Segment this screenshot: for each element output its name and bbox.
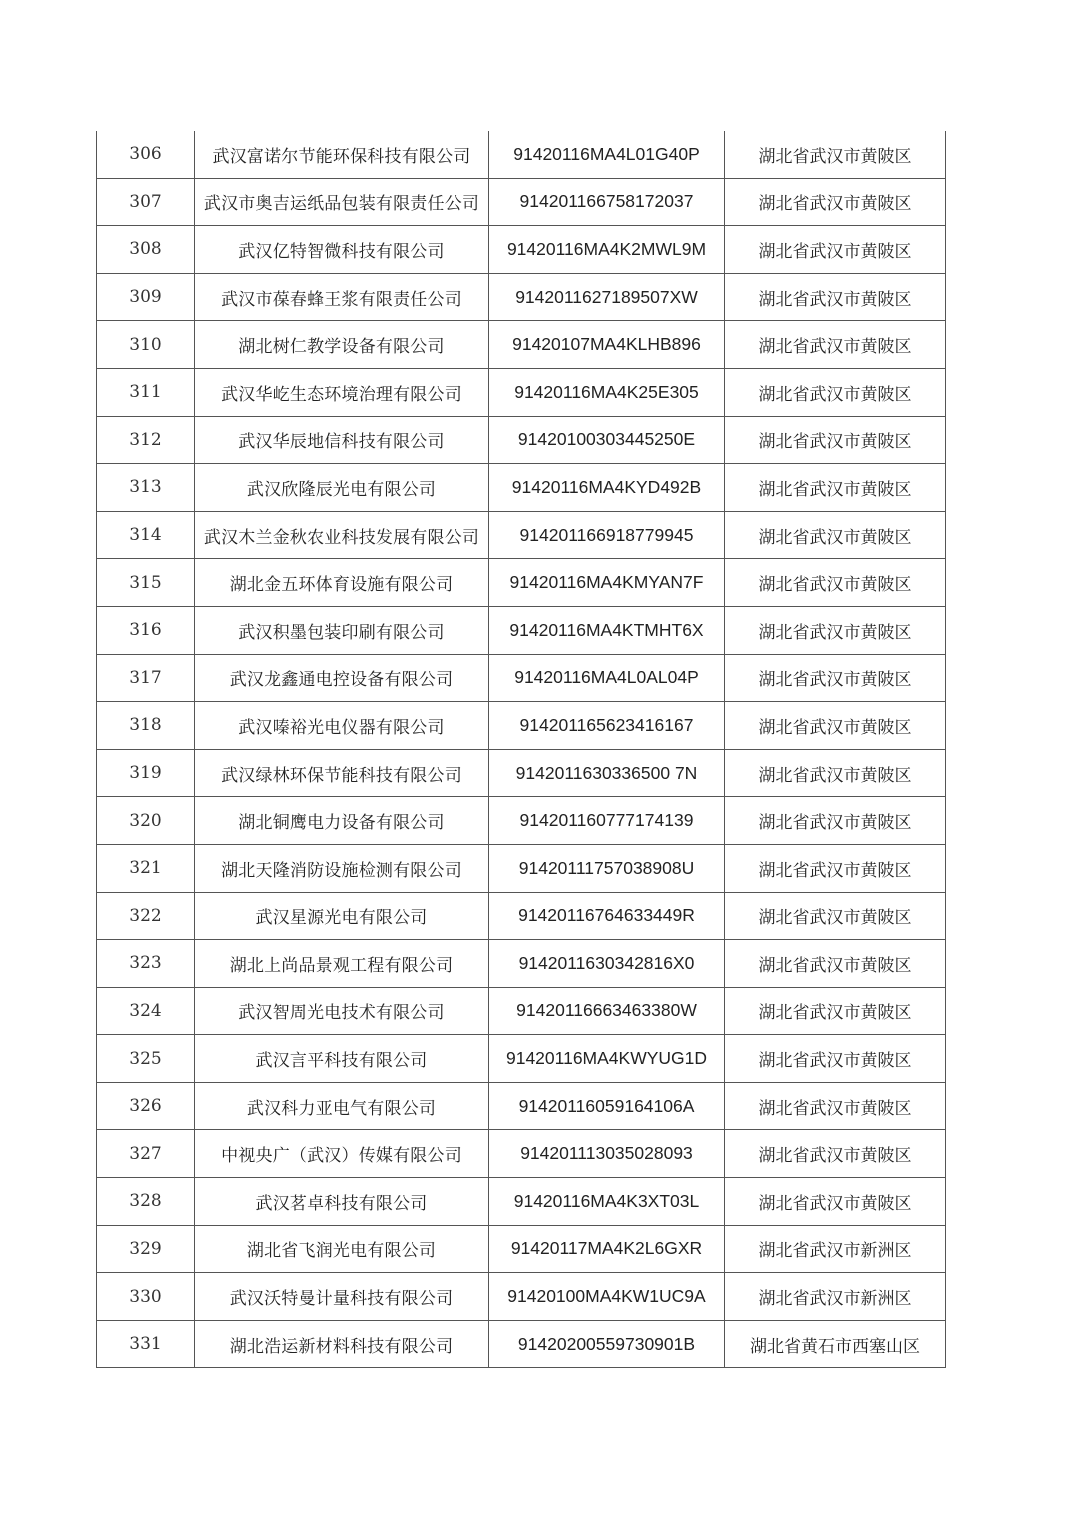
region-cell: 湖北省武汉市黄陂区	[725, 987, 946, 1035]
table-row	[97, 844, 946, 892]
table-row	[97, 416, 946, 464]
credit-code-cell: 91420116MA4KMYAN7F	[489, 559, 725, 607]
company-name-cell: 武汉市奥吉运纸品包装有限责任公司	[195, 178, 489, 226]
company-name-cell: 湖北铜鹰电力设备有限公司	[195, 797, 489, 845]
table-row	[97, 654, 946, 702]
row-number-cell: 321	[97, 844, 195, 892]
table-row	[97, 1273, 946, 1321]
region-cell: 湖北省武汉市黄陂区	[725, 892, 946, 940]
row-number-cell: 318	[97, 702, 195, 750]
credit-code-cell: 9142011630342816X0	[489, 940, 725, 988]
company-name-cell: 武汉嗪裕光电仪器有限公司	[195, 702, 489, 750]
company-name-cell: 湖北金五环体育设施有限公司	[195, 559, 489, 607]
company-name-cell: 湖北树仁教学设备有限公司	[195, 321, 489, 369]
region-cell: 湖北省武汉市黄陂区	[725, 226, 946, 274]
row-number-cell: 322	[97, 892, 195, 940]
table-row	[97, 511, 946, 559]
company-name-cell: 武汉智周光电技术有限公司	[195, 987, 489, 1035]
region-cell: 湖北省武汉市黄陂区	[725, 416, 946, 464]
credit-code-cell: 91420116059164106A	[489, 1082, 725, 1130]
company-name-cell: 武汉茗卓科技有限公司	[195, 1178, 489, 1226]
row-number-cell: 313	[97, 464, 195, 512]
company-name-cell: 湖北省飞润光电有限公司	[195, 1225, 489, 1273]
company-name-cell: 武汉绿林环保节能科技有限公司	[195, 749, 489, 797]
credit-code-cell: 914201166918779945	[489, 511, 725, 559]
credit-code-cell: 91420116764633449R	[489, 892, 725, 940]
region-cell: 湖北省武汉市黄陂区	[725, 511, 946, 559]
row-number-cell: 314	[97, 511, 195, 559]
row-number-cell: 323	[97, 940, 195, 988]
table-row	[97, 1035, 946, 1083]
credit-code-cell: 91420117MA4K2L6GXR	[489, 1225, 725, 1273]
company-name-cell: 湖北上尚品景观工程有限公司	[195, 940, 489, 988]
credit-code-cell: 91420116MA4K2MWL9M	[489, 226, 725, 274]
table-row	[97, 987, 946, 1035]
credit-code-cell: 914201166758172037	[489, 178, 725, 226]
credit-code-cell: 9142011627189507XW	[489, 273, 725, 321]
credit-code-cell: 91420116MA4K3XT03L	[489, 1178, 725, 1226]
company-name-cell: 湖北浩运新材料科技有限公司	[195, 1320, 489, 1368]
credit-code-cell: 914201160777174139	[489, 797, 725, 845]
company-name-cell: 武汉亿特智微科技有限公司	[195, 226, 489, 274]
region-cell: 湖北省武汉市黄陂区	[725, 178, 946, 226]
region-cell: 湖北省武汉市黄陂区	[725, 1130, 946, 1178]
region-cell: 湖北省武汉市新洲区	[725, 1225, 946, 1273]
region-cell: 湖北省武汉市黄陂区	[725, 131, 946, 178]
company-name-cell: 武汉积墨包装印刷有限公司	[195, 606, 489, 654]
region-cell: 湖北省武汉市黄陂区	[725, 940, 946, 988]
row-number-cell: 330	[97, 1273, 195, 1321]
region-cell: 湖北省武汉市黄陂区	[725, 654, 946, 702]
table-row	[97, 702, 946, 750]
table-row	[97, 226, 946, 274]
company-name-cell: 武汉富诺尔节能环保科技有限公司	[195, 131, 489, 178]
table-row	[97, 940, 946, 988]
row-number-cell: 324	[97, 987, 195, 1035]
company-name-cell: 武汉木兰金秋农业科技发展有限公司	[195, 511, 489, 559]
table-row	[97, 178, 946, 226]
table-row	[97, 1130, 946, 1178]
table-row	[97, 1225, 946, 1273]
row-number-cell: 327	[97, 1130, 195, 1178]
region-cell: 湖北省武汉市黄陂区	[725, 844, 946, 892]
credit-code-cell: 91420100303445250E	[489, 416, 725, 464]
region-cell: 湖北省武汉市黄陂区	[725, 368, 946, 416]
row-number-cell: 328	[97, 1178, 195, 1226]
company-name-cell: 武汉沃特曼计量科技有限公司	[195, 1273, 489, 1321]
region-cell: 湖北省武汉市黄陂区	[725, 321, 946, 369]
company-list-table	[96, 131, 946, 1368]
table-row	[97, 559, 946, 607]
row-number-cell: 312	[97, 416, 195, 464]
row-number-cell: 309	[97, 273, 195, 321]
region-cell: 湖北省武汉市黄陂区	[725, 702, 946, 750]
row-number-cell: 306	[97, 131, 195, 178]
region-cell: 湖北省武汉市黄陂区	[725, 273, 946, 321]
table-row	[97, 1082, 946, 1130]
company-name-cell: 湖北天隆消防设施检测有限公司	[195, 844, 489, 892]
row-number-cell: 307	[97, 178, 195, 226]
table-row	[97, 464, 946, 512]
company-name-cell: 武汉华辰地信科技有限公司	[195, 416, 489, 464]
row-number-cell: 316	[97, 606, 195, 654]
row-number-cell: 319	[97, 749, 195, 797]
company-name-cell: 武汉言平科技有限公司	[195, 1035, 489, 1083]
credit-code-cell: 914201165623416167	[489, 702, 725, 750]
table-body	[97, 131, 946, 1368]
row-number-cell: 329	[97, 1225, 195, 1273]
region-cell: 湖北省武汉市黄陂区	[725, 749, 946, 797]
company-name-cell: 武汉华屹生态环境治理有限公司	[195, 368, 489, 416]
region-cell: 湖北省黄石市西塞山区	[725, 1320, 946, 1368]
credit-code-cell: 91420100MA4KW1UC9A	[489, 1273, 725, 1321]
row-number-cell: 308	[97, 226, 195, 274]
region-cell: 湖北省武汉市黄陂区	[725, 1082, 946, 1130]
table-row	[97, 1178, 946, 1226]
credit-code-cell: 914201113035028093	[489, 1130, 725, 1178]
region-cell: 湖北省武汉市黄陂区	[725, 606, 946, 654]
company-name-cell: 武汉科力亚电气有限公司	[195, 1082, 489, 1130]
credit-code-cell: 91420116MA4L01G40P	[489, 131, 725, 178]
company-name-cell: 武汉市葆春蜂王浆有限责任公司	[195, 273, 489, 321]
region-cell: 湖北省武汉市黄陂区	[725, 559, 946, 607]
credit-code-cell: 91420116MA4KYD492B	[489, 464, 725, 512]
company-name-cell: 中视央广（武汉）传媒有限公司	[195, 1130, 489, 1178]
table-row	[97, 368, 946, 416]
region-cell: 湖北省武汉市黄陂区	[725, 1035, 946, 1083]
region-cell: 湖北省武汉市黄陂区	[725, 797, 946, 845]
credit-code-cell: 91420116MA4K25E305	[489, 368, 725, 416]
row-number-cell: 325	[97, 1035, 195, 1083]
row-number-cell: 317	[97, 654, 195, 702]
credit-code-cell: 91420116MA4L0AL04P	[489, 654, 725, 702]
row-number-cell: 315	[97, 559, 195, 607]
table-row	[97, 606, 946, 654]
credit-code-cell: 91420111757038908U	[489, 844, 725, 892]
credit-code-cell: 91420116MA4KTMHT6X	[489, 606, 725, 654]
row-number-cell: 310	[97, 321, 195, 369]
company-name-cell: 武汉欣隆辰光电有限公司	[195, 464, 489, 512]
company-name-cell: 武汉龙鑫通电控设备有限公司	[195, 654, 489, 702]
table-row	[97, 797, 946, 845]
credit-code-cell: 9142011630336500 7N	[489, 749, 725, 797]
row-number-cell: 331	[97, 1320, 195, 1368]
table-row	[97, 273, 946, 321]
table-row	[97, 131, 946, 178]
credit-code-cell: 91420116MA4KWYUG1D	[489, 1035, 725, 1083]
company-name-cell: 武汉星源光电有限公司	[195, 892, 489, 940]
region-cell: 湖北省武汉市黄陂区	[725, 1178, 946, 1226]
table-row	[97, 1320, 946, 1368]
table-row	[97, 321, 946, 369]
credit-code-cell: 91420116663463380W	[489, 987, 725, 1035]
row-number-cell: 326	[97, 1082, 195, 1130]
row-number-cell: 311	[97, 368, 195, 416]
row-number-cell: 320	[97, 797, 195, 845]
credit-code-cell: 91420200559730901B	[489, 1320, 725, 1368]
region-cell: 湖北省武汉市新洲区	[725, 1273, 946, 1321]
credit-code-cell: 91420107MA4KLHB896	[489, 321, 725, 369]
region-cell: 湖北省武汉市黄陂区	[725, 464, 946, 512]
table-row	[97, 749, 946, 797]
table-row	[97, 892, 946, 940]
